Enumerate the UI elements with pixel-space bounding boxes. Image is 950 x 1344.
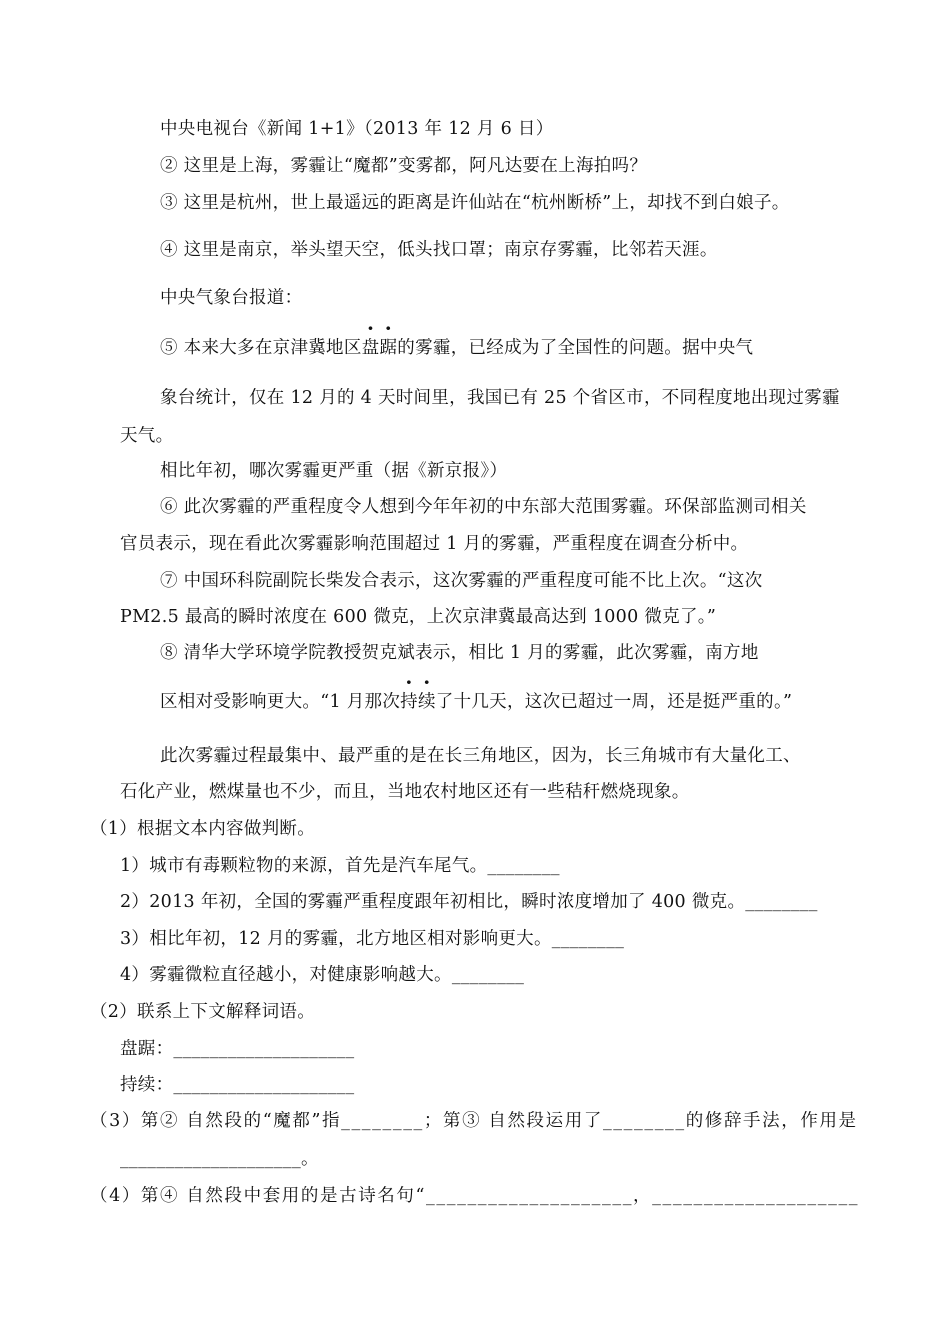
question-2-word-chixu: 持续：____________________: [120, 1075, 355, 1095]
source-cctv: 中央电视台《新闻 1+1》（2013 年 12 月 6 日）: [160, 119, 554, 139]
question-3-line-2: ____________________。: [120, 1149, 319, 1169]
paragraph-5-text-after: 的雾霾，已经成为了全国性的问题。据中央气: [397, 338, 754, 358]
paragraph-8-line-1: ⑧ 清华大学环境学院教授贺克斌表示，相比 1 月的雾霾，此次雾霾，南方地: [160, 643, 759, 663]
paragraph-3: ③ 这里是杭州，世上最遥远的距离是许仙站在“杭州断桥”上，却找不到白娘子。: [160, 193, 790, 213]
question-2-title: （2）联系上下文解释词语。: [90, 1002, 316, 1022]
question-2-word-panju: 盘踞：____________________: [120, 1039, 355, 1059]
question-1-item-3: 3）相比年初，12 月的雾霾，北方地区相对影响更大。________: [120, 929, 625, 949]
paragraph-4: ④ 这里是南京，举头望天空，低头找口罩；南京存雾霾，比邻若天涯。: [160, 240, 718, 260]
paragraph-5-text-before: ⑤ 本来大多在京津冀地区: [160, 338, 362, 358]
emphasis-char-chi: 持: [400, 692, 418, 712]
question-1-title: （1）根据文本内容做判断。: [90, 819, 316, 839]
paragraph-6-line-1: ⑥ 此次雾霾的严重程度令人想到今年年初的中东部大范围雾霾。环保部监测司相关: [160, 497, 807, 517]
question-1-item-1: 1）城市有毒颗粒物的来源，首先是汽车尾气。________: [120, 856, 560, 876]
question-1-item-4: 4）雾霾微粒直径越小，对健康影响越大。________: [120, 965, 525, 985]
paragraph-5-line-3: 天气。: [120, 426, 174, 446]
emphasis-char-ju: 踞: [379, 338, 398, 358]
paragraph-9-line-2: 石化产业，燃煤量也不少，而且，当地农村地区还有一些秸秆燃烧现象。: [120, 782, 690, 802]
source-weather-bureau: 中央气象台报道：: [160, 288, 303, 308]
question-1-item-2: 2）2013 年初，全国的雾霾严重程度跟年初相比，瞬时浓度增加了 400 微克。________: [120, 892, 818, 912]
paragraph-9-line-1: 此次雾霾过程最集中、最严重的是在长三角地区，因为，长三角城市有大量化工、: [160, 746, 801, 766]
paragraph-5-line-1: [160, 335, 753, 361]
paragraph-8-text-after: 了十几天，这次已超过一周，还是挺严重的。”: [435, 692, 793, 712]
paragraph-7-line-2: PM2.5 最高的瞬时浓度在 600 微克，上次京津冀最高达到 1000 微克了。”: [120, 607, 717, 627]
question-3-line-1: （3）第② 自然段的“魔都”指________；第③ 自然段运用了________的修辞手法，作用是: [90, 1111, 858, 1131]
paragraph-6-line-2: 官员表示，现在看此次雾霾影响范围超过 1 月的雾霾，严重程度在调查分析中。: [120, 534, 749, 554]
emphasis-char-xu: 续: [417, 692, 436, 712]
paragraph-2: ② 这里是上海，雾霾让“魔都”变雾都，阿凡达要在上海拍吗？: [160, 156, 648, 176]
question-4-line-1: （4）第④ 自然段中套用的是古诗名句“____________________，____________________: [90, 1186, 860, 1206]
paragraph-8-line-2: [160, 689, 792, 715]
source-xinjingbao: 相比年初，哪次雾霾更严重（据《新京报》）: [160, 461, 508, 481]
paragraph-5-line-2: 象台统计，仅在 12 月的 4 天时间里，我国已有 25 个省区市，不同程度地出现过雾霾: [160, 388, 840, 408]
emphasis-char-pan: 盘: [361, 338, 380, 358]
paragraph-8-text-before: 区相对受影响更大。“1 月那次: [160, 692, 401, 712]
paragraph-7-line-1: ⑦ 中国环科院副院长柴发合表示，这次雾霾的严重程度可能不比上次。“这次: [160, 571, 763, 591]
